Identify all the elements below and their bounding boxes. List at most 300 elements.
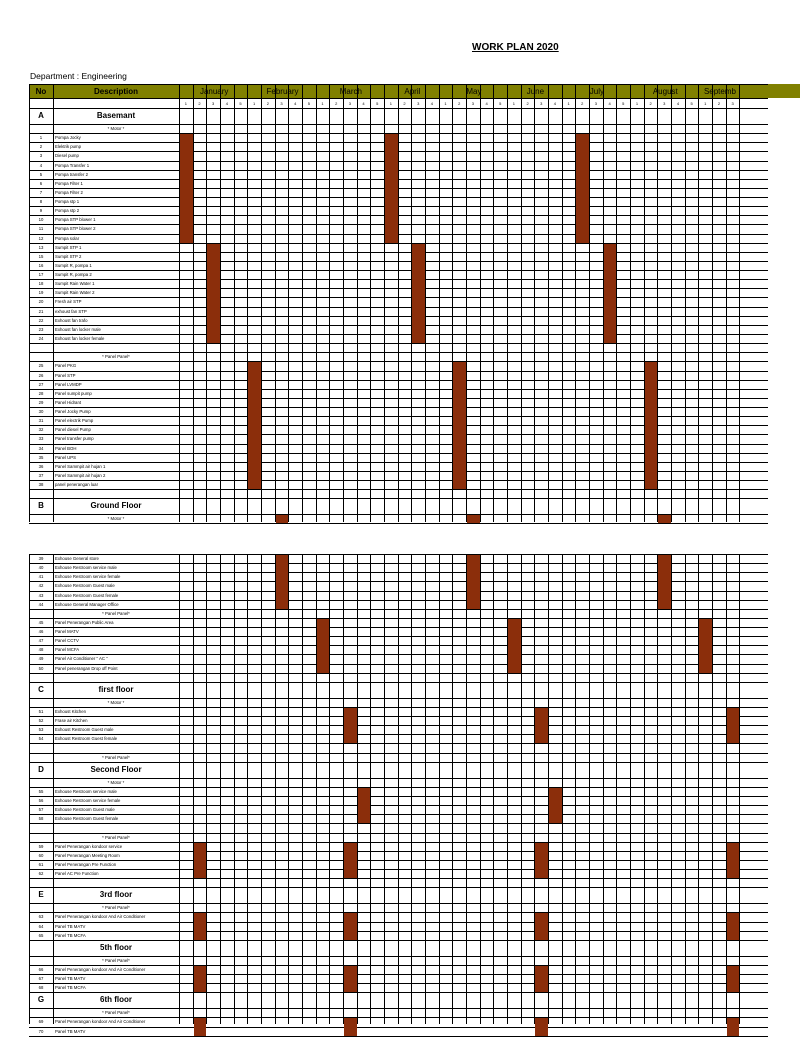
grid-line <box>29 796 768 797</box>
month-header-septemb: Septemb <box>698 84 740 98</box>
scheduled-maintenance-cell <box>508 619 521 673</box>
grid-line <box>29 805 768 806</box>
row-description: Sumpit R, pompa 1 <box>55 262 92 268</box>
row-number: 22 <box>38 317 44 323</box>
row-description: Panel CCTV <box>55 638 79 644</box>
row-number: 62 <box>38 871 44 877</box>
row-number: 18 <box>38 281 44 287</box>
grid-line <box>29 581 768 582</box>
week-number: 4 <box>608 100 611 106</box>
scheduled-maintenance-cell <box>535 708 548 744</box>
row-number: 3 <box>39 153 43 159</box>
grid-line <box>29 922 768 923</box>
grid-line <box>29 197 768 198</box>
grid-line <box>275 554 276 1024</box>
row-number: 63 <box>38 914 44 920</box>
row-description: Exhouse General store <box>55 556 99 561</box>
row-description: Panel TB MCFA <box>55 932 86 938</box>
grid-line <box>685 84 686 522</box>
row-description: Fresh air STP <box>55 299 82 305</box>
section-title: first floor <box>98 684 134 694</box>
section-letter: A <box>38 111 44 120</box>
grid-line <box>29 627 768 628</box>
row-number: 6 <box>39 180 43 186</box>
work-plan-table-page-1 <box>29 84 768 522</box>
row-number: 69 <box>38 1019 44 1025</box>
row-description: Exhoust Kitchen <box>55 708 87 714</box>
grid-line <box>548 84 549 522</box>
month-header-may: May <box>439 84 508 98</box>
subsection-label: * Panel Panel* <box>102 957 130 963</box>
scheduled-maintenance-cell <box>604 244 617 343</box>
scheduled-maintenance-cell <box>385 134 398 243</box>
week-number: 2 <box>458 100 461 106</box>
row-number: 43 <box>38 592 44 598</box>
grid-line <box>29 842 768 843</box>
grid-line <box>29 707 768 708</box>
row-description: Panel Jocky Pump <box>55 409 91 415</box>
grid-line <box>29 591 768 592</box>
week-number: 5 <box>499 100 502 106</box>
week-number: 1 <box>184 100 187 106</box>
week-number: 5 <box>622 100 625 106</box>
grid-line <box>534 554 535 1024</box>
grid-line <box>29 563 768 564</box>
week-number: 3 <box>663 100 666 106</box>
grid-line <box>534 84 535 522</box>
row-number: 12 <box>38 235 44 241</box>
row-number: 11 <box>38 226 44 232</box>
subsection-label: * Panel Panel* <box>102 354 130 360</box>
grid-line <box>398 84 399 522</box>
scheduled-maintenance-cell <box>344 913 357 939</box>
row-number: 48 <box>38 647 44 653</box>
row-number: 40 <box>38 565 44 571</box>
row-description: Panel sumpit pump <box>55 390 92 396</box>
grid-line <box>247 554 248 1024</box>
scheduled-maintenance-cell <box>358 788 371 824</box>
row-description: Panel penerangan Drop off Point <box>55 665 118 671</box>
row-description: Panel TB MCFA <box>55 985 86 991</box>
row-number: 8 <box>39 199 43 205</box>
month-header-july: July <box>562 84 631 98</box>
scheduled-maintenance-cell <box>194 966 207 992</box>
scheduled-maintenance-cell <box>576 134 589 243</box>
scheduled-maintenance-cell <box>207 244 220 343</box>
grid-line <box>507 84 508 522</box>
work-plan-table-page-2 <box>29 554 768 1034</box>
grid-line <box>589 554 590 1024</box>
row-description: Exhoust fan locker female <box>55 335 105 341</box>
subsection-label: * Panel Panel* <box>102 905 130 911</box>
scheduled-maintenance-cell <box>467 555 480 609</box>
month-header-june: June <box>507 84 563 98</box>
grid-line <box>29 618 768 619</box>
grid-line <box>29 352 768 353</box>
section-title: Second Floor <box>90 764 142 774</box>
scheduled-maintenance-cell <box>344 1018 357 1035</box>
scheduled-maintenance-cell <box>535 913 548 939</box>
work-plan-grid-continued <box>29 554 768 1034</box>
grid-line <box>29 151 768 152</box>
row-number: 56 <box>38 797 44 803</box>
grid-line <box>29 725 768 726</box>
grid-line <box>521 554 522 1024</box>
row-description: Exhoust Restroom Guest male <box>55 727 114 733</box>
row-number: 15 <box>38 253 44 259</box>
row-description: Panel Penerangan kondoor And Air Conditioner <box>55 966 146 972</box>
grid-line <box>29 554 768 555</box>
row-number: 25 <box>38 363 44 369</box>
week-number: 1 <box>444 100 447 106</box>
grid-line <box>29 489 768 490</box>
row-number: 9 <box>39 208 43 214</box>
row-number: 5 <box>39 171 43 177</box>
week-number: 4 <box>362 100 365 106</box>
row-number: 70 <box>38 1028 44 1034</box>
grid-line <box>193 84 194 522</box>
scheduled-maintenance-cell <box>194 913 207 939</box>
row-description: Panel electrik Pump <box>55 418 94 424</box>
grid-line <box>29 243 768 244</box>
row-description: Panel MCFA <box>55 647 80 653</box>
scheduled-maintenance-cell <box>727 708 740 744</box>
scheduled-maintenance-cell <box>344 708 357 744</box>
grid-line <box>29 645 768 646</box>
grid-line <box>739 554 740 1024</box>
row-description: Panel Penerangan kondoor And Air Conditioner <box>55 914 146 920</box>
section-title: 6th floor <box>100 995 132 1005</box>
grid-line <box>712 84 713 522</box>
grid-line <box>29 334 768 335</box>
week-number: 2 <box>403 100 406 106</box>
week-number: 1 <box>389 100 392 106</box>
row-description: Exhouse Restroom service female <box>55 574 121 580</box>
grid-line <box>302 84 303 522</box>
week-number: 1 <box>704 100 707 106</box>
grid-line <box>29 698 768 699</box>
grid-line <box>29 974 768 975</box>
grid-line <box>657 84 658 522</box>
grid-line <box>357 84 358 522</box>
row-number: 7 <box>39 189 43 195</box>
week-number: 2 <box>649 100 652 106</box>
row-number: 42 <box>38 583 44 589</box>
row-number: 21 <box>38 308 44 314</box>
subsection-label: * Motor * <box>107 699 125 705</box>
grid-line <box>329 554 330 1024</box>
grid-line <box>29 133 768 134</box>
scheduled-maintenance-cell <box>453 362 466 489</box>
row-number: 47 <box>38 638 44 644</box>
scheduled-maintenance-cell <box>549 788 562 824</box>
grid-line <box>685 554 686 1024</box>
grid-line <box>29 778 768 779</box>
week-number: 1 <box>321 100 324 106</box>
grid-line <box>562 554 563 1024</box>
row-description: Diesel pump <box>55 153 79 159</box>
grid-line <box>29 142 768 143</box>
week-number: 5 <box>376 100 379 106</box>
grid-line <box>29 887 768 888</box>
row-description: Pompa solar <box>55 235 80 241</box>
grid-line <box>29 161 768 162</box>
row-description: Frase air Kitchen <box>55 718 88 724</box>
grid-line <box>29 965 768 966</box>
header-overflow-band <box>739 84 800 98</box>
page-title: WORK PLAN 2020 <box>472 42 559 53</box>
grid-line <box>206 554 207 1024</box>
grid-line <box>425 554 426 1024</box>
row-description: Exhoust fan locker male <box>55 326 101 332</box>
row-description: Pompa STP blower 2 <box>55 226 96 232</box>
scheduled-maintenance-cell <box>344 843 357 879</box>
row-number: 35 <box>38 454 44 460</box>
grid-line <box>29 664 768 665</box>
grid-line <box>29 753 768 754</box>
row-description: Sumpit Rain Water 1 <box>55 281 95 287</box>
row-number: 67 <box>38 976 44 982</box>
grid-line <box>220 554 221 1024</box>
row-number: 24 <box>38 335 44 341</box>
grid-line <box>29 188 768 189</box>
scheduled-maintenance-cell <box>317 619 330 673</box>
week-number: 4 <box>294 100 297 106</box>
work-plan-grid <box>29 84 768 522</box>
scheduled-maintenance-cell <box>727 1018 740 1035</box>
grid-line <box>29 288 768 289</box>
row-number: 1 <box>39 135 43 141</box>
row-description: Pompa stp 2 <box>55 208 80 214</box>
grid-line <box>29 600 768 601</box>
row-number: 4 <box>39 162 43 168</box>
week-number: 5 <box>307 100 310 106</box>
week-number: 1 <box>567 100 570 106</box>
row-number: 60 <box>38 852 44 858</box>
grid-line <box>343 554 344 1024</box>
row-description: Pompa transfer 2 <box>55 171 88 177</box>
grid-line <box>29 992 768 993</box>
grid-line <box>29 682 768 683</box>
row-number: 10 <box>38 217 44 223</box>
scheduled-maintenance-cell <box>344 966 357 992</box>
grid-line <box>29 673 768 674</box>
week-number: 3 <box>280 100 283 106</box>
row-description: Panel Sammpit air hujan 1 <box>55 463 106 469</box>
row-description: Elektrik pump <box>55 144 82 150</box>
grid-line <box>671 554 672 1024</box>
row-number: 36 <box>38 463 44 469</box>
grid-line <box>234 554 235 1024</box>
grid-line <box>480 84 481 522</box>
row-number: 31 <box>38 418 44 424</box>
grid-line <box>370 84 371 522</box>
row-description: panel penerangan luar <box>55 482 99 488</box>
subsection-label: * Motor * <box>107 516 125 522</box>
section-title: Basemant <box>96 111 136 120</box>
scheduled-maintenance-cell <box>727 913 740 939</box>
grid-line <box>493 84 494 522</box>
row-number: 17 <box>38 272 44 278</box>
grid-line <box>29 523 768 524</box>
scheduled-maintenance-cell <box>467 515 480 523</box>
subsection-label: * Panel Panel* <box>102 834 130 840</box>
row-number: 38 <box>38 482 44 488</box>
week-number: 1 <box>635 100 639 106</box>
grid-line <box>562 84 563 522</box>
scheduled-maintenance-cell <box>412 244 425 343</box>
grid-line <box>29 869 768 870</box>
grid-line <box>29 325 768 326</box>
grid-line <box>29 636 768 637</box>
grid-line <box>726 554 727 1024</box>
grid-line <box>29 234 768 235</box>
row-number: 51 <box>38 708 44 714</box>
scheduled-maintenance-cell <box>194 1018 207 1035</box>
row-number: 27 <box>38 381 44 387</box>
grid-line <box>329 84 330 522</box>
grid-line <box>29 179 768 180</box>
week-number: 1 <box>253 100 256 106</box>
grid-line <box>630 84 631 522</box>
grid-line <box>29 307 768 308</box>
grid-line <box>29 316 768 317</box>
grid-line <box>29 124 768 125</box>
grid-line <box>630 554 631 1024</box>
grid-line <box>671 84 672 522</box>
row-description: exhoust fan STP <box>55 308 87 314</box>
row-description: Panel AC Pre Function <box>55 871 99 877</box>
department-label: Department : Engineering <box>30 71 127 81</box>
subsection-label: * Motor * <box>107 126 125 131</box>
row-number: 26 <box>38 372 44 378</box>
grid-line <box>261 84 262 522</box>
grid-line <box>726 84 727 522</box>
row-description: Exhouse General Manager Office <box>55 601 119 607</box>
row-number: 34 <box>38 445 44 451</box>
row-description: Exhouse Restroom service female <box>55 797 121 803</box>
row-description: Panel TB MATV <box>55 1028 86 1034</box>
grid-line <box>29 940 768 941</box>
grid-line <box>644 554 645 1024</box>
grid-line <box>29 787 768 788</box>
grid-line <box>698 84 699 522</box>
grid-line <box>29 851 768 852</box>
grid-line <box>521 84 522 522</box>
grid-line <box>29 903 768 904</box>
week-number: 5 <box>690 100 693 106</box>
week-number: 4 <box>430 100 433 106</box>
grid-line <box>29 108 768 109</box>
grid-line <box>29 956 768 957</box>
grid-line <box>29 498 768 499</box>
row-description: Panel Air Conditioner " AC " <box>55 656 108 662</box>
grid-line <box>343 84 344 522</box>
month-header-january: January <box>179 84 248 98</box>
grid-line <box>657 554 658 1024</box>
row-description: Sumpit STP 2 <box>55 253 82 259</box>
grid-line <box>589 84 590 522</box>
week-number: 2 <box>581 100 584 106</box>
section-title: 5th floor <box>100 942 132 952</box>
grid-line <box>29 912 768 913</box>
row-number: 30 <box>38 409 44 415</box>
row-description: Panel PKG <box>55 363 77 369</box>
grid-line <box>739 84 740 522</box>
grid-line <box>29 654 768 655</box>
grid-line <box>493 554 494 1024</box>
grid-line <box>480 554 481 1024</box>
row-description: Panel LVMDP <box>55 381 82 387</box>
row-description: Panel BOH <box>55 445 77 451</box>
week-number: 3 <box>471 100 474 106</box>
grid-line <box>316 84 317 522</box>
week-number: 4 <box>553 100 557 106</box>
grid-line <box>29 572 768 573</box>
row-description: Panel diesel Pump <box>55 427 91 433</box>
grid-line <box>29 983 768 984</box>
row-number: 54 <box>38 736 44 742</box>
subsection-label: * Motor * <box>107 779 125 785</box>
section-title: 3rd floor <box>99 890 133 900</box>
row-description: Panel Penerangan Pre Function <box>55 861 117 867</box>
week-number: 2 <box>526 100 529 106</box>
grid-line <box>29 270 768 271</box>
row-description: Panel Penerangan kondoor And Air Conditioner <box>55 1019 146 1025</box>
row-description: Pompa STP blower 1 <box>55 217 96 223</box>
grid-line <box>29 224 768 225</box>
grid-line <box>29 252 768 253</box>
grid-line <box>29 1008 768 1009</box>
grid-line <box>466 84 467 522</box>
scheduled-maintenance-cell <box>535 1018 548 1035</box>
week-number: 3 <box>594 100 598 106</box>
grid-line <box>398 554 399 1024</box>
grid-line <box>29 814 768 815</box>
week-number: 3 <box>348 100 351 106</box>
section-letter: D <box>38 764 44 774</box>
week-number: 4 <box>225 100 228 106</box>
grid-line <box>29 1027 768 1028</box>
grid-line <box>452 554 453 1024</box>
section-letter: G <box>37 995 45 1005</box>
row-number: 32 <box>38 427 44 433</box>
grid-line <box>29 931 768 932</box>
row-number: 16 <box>38 262 44 268</box>
row-number: 44 <box>38 601 44 607</box>
grid-line <box>29 170 768 171</box>
row-number: 45 <box>38 619 44 625</box>
row-description: Exhouse Restroom Guest female <box>55 592 119 598</box>
grid-line <box>411 554 412 1024</box>
row-number: 41 <box>38 574 44 580</box>
row-description: Panel Penerangan Public Area <box>55 619 114 625</box>
row-description: Exhouse Restroom Guest male <box>55 583 115 589</box>
grid-line <box>370 554 371 1024</box>
week-number: 3 <box>212 100 215 106</box>
scheduled-maintenance-cell <box>194 843 207 879</box>
row-number: 49 <box>38 656 44 662</box>
row-number: 46 <box>38 629 44 635</box>
week-number: 3 <box>540 100 543 106</box>
grid-line <box>29 878 768 879</box>
row-number: 2 <box>39 144 43 150</box>
grid-line <box>261 554 262 1024</box>
row-number: 19 <box>38 290 44 296</box>
scheduled-maintenance-cell <box>645 362 658 489</box>
row-description: Panel Sammpit air hujan 2 <box>55 472 106 478</box>
grid-line <box>288 84 289 522</box>
